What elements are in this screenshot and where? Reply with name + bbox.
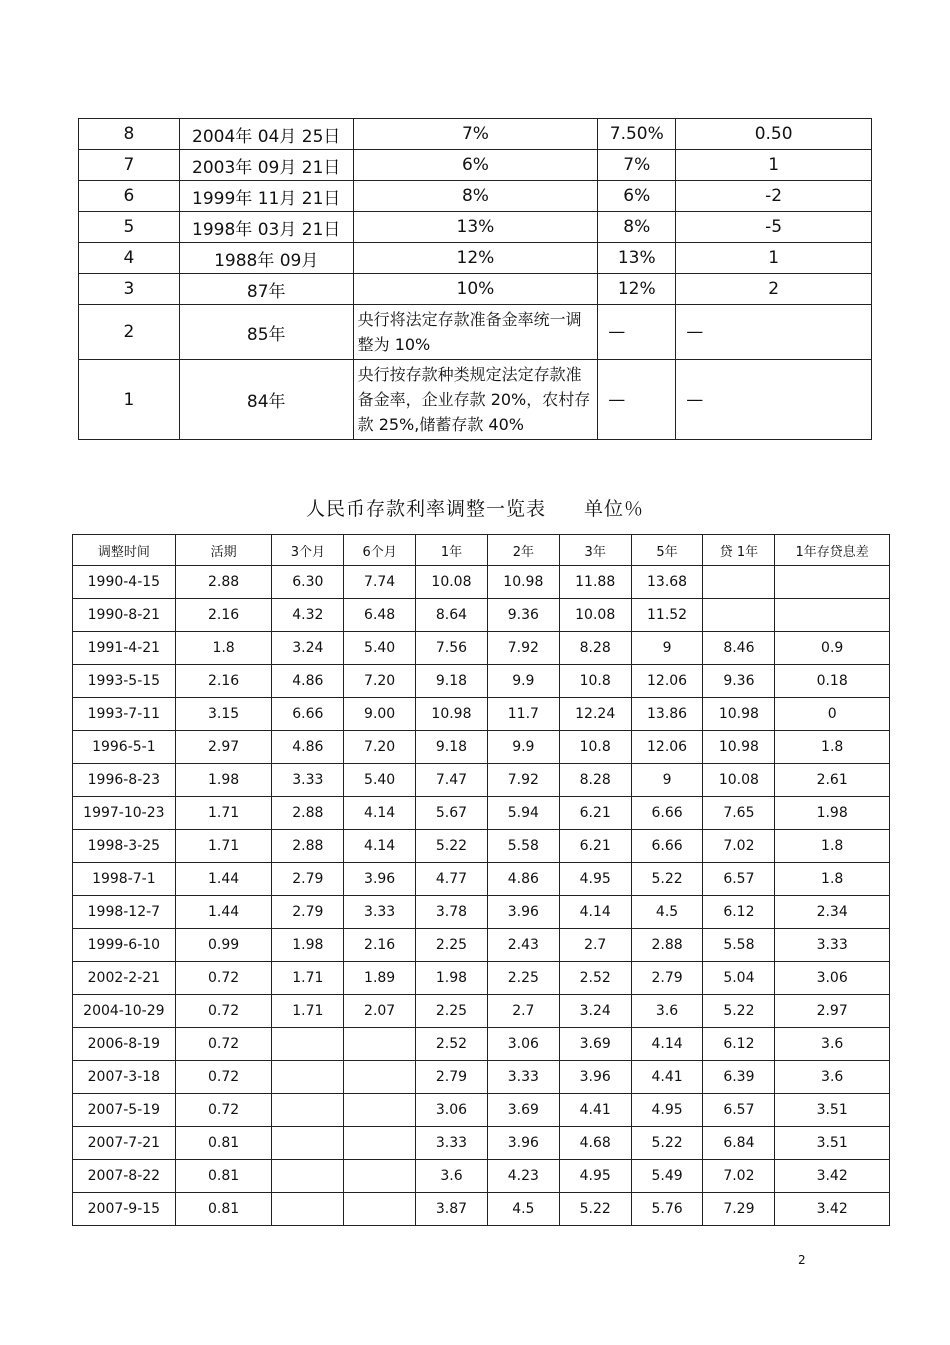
table-cell: 5.22 bbox=[416, 830, 488, 863]
table-cell: 3.06 bbox=[775, 962, 890, 995]
table-cell: 0.72 bbox=[175, 1094, 272, 1127]
table-cell: 3.6 bbox=[775, 1028, 890, 1061]
table-cell: 1.71 bbox=[272, 995, 344, 1028]
table-cell bbox=[344, 1193, 416, 1226]
reserve-ratio-table-body bbox=[79, 119, 872, 440]
table-cell: 1.89 bbox=[344, 962, 416, 995]
table-cell: 8.46 bbox=[703, 632, 775, 665]
table-cell: 3.33 bbox=[272, 764, 344, 797]
table-cell: 6.57 bbox=[703, 1094, 775, 1127]
table-cell: 1998-3-25 bbox=[73, 830, 176, 863]
cell-date: 84年 bbox=[179, 360, 353, 440]
cell-rate: 8% bbox=[353, 181, 598, 212]
table-cell: 2.16 bbox=[175, 599, 272, 632]
table-cell: 3.51 bbox=[775, 1127, 890, 1160]
table-cell: 6.57 bbox=[703, 863, 775, 896]
table-cell: 6.21 bbox=[559, 830, 631, 863]
table-cell: 11.88 bbox=[559, 566, 631, 599]
table-cell: 2.25 bbox=[416, 929, 488, 962]
table-cell: 1996-5-1 bbox=[73, 731, 176, 764]
table-row bbox=[73, 764, 890, 797]
table-cell: 1.8 bbox=[775, 731, 890, 764]
table-cell: 8.64 bbox=[416, 599, 488, 632]
table-row bbox=[73, 566, 890, 599]
table-cell: 3.42 bbox=[775, 1193, 890, 1226]
cell-prev: — bbox=[598, 360, 676, 440]
table-cell: 1998-12-7 bbox=[73, 896, 176, 929]
table-cell: 3.24 bbox=[559, 995, 631, 1028]
table-cell: 5.58 bbox=[487, 830, 559, 863]
table-cell: 11.52 bbox=[631, 599, 703, 632]
page-number: 2 bbox=[798, 1253, 806, 1267]
table-cell: 0.81 bbox=[175, 1127, 272, 1160]
table-row bbox=[73, 698, 890, 731]
table-row bbox=[73, 797, 890, 830]
table-cell: 2.34 bbox=[775, 896, 890, 929]
cell-date: 2003年 09月 21日 bbox=[179, 150, 353, 181]
table-cell: 4.32 bbox=[272, 599, 344, 632]
table-cell: 3.15 bbox=[175, 698, 272, 731]
cell-change: — bbox=[676, 360, 872, 440]
table-row bbox=[73, 1193, 890, 1226]
cell-date: 1998年 03月 21日 bbox=[179, 212, 353, 243]
table-cell: 7.65 bbox=[703, 797, 775, 830]
table-cell: 2004-10-29 bbox=[73, 995, 176, 1028]
cell-prev: 6% bbox=[598, 181, 676, 212]
table-cell: 4.86 bbox=[487, 863, 559, 896]
table-cell: 5.58 bbox=[703, 929, 775, 962]
table-cell: 2.07 bbox=[344, 995, 416, 1028]
table-cell bbox=[344, 1160, 416, 1193]
cell-rate: 13% bbox=[353, 212, 598, 243]
table-row bbox=[73, 863, 890, 896]
table-row bbox=[79, 181, 872, 212]
table-cell: 2.88 bbox=[272, 797, 344, 830]
table-cell: 4.14 bbox=[344, 830, 416, 863]
table-cell: 4.41 bbox=[631, 1061, 703, 1094]
cell-no: 2 bbox=[79, 305, 180, 360]
table-cell bbox=[272, 1028, 344, 1061]
table-cell: 10.8 bbox=[559, 731, 631, 764]
table-cell: 5.94 bbox=[487, 797, 559, 830]
table-cell: 3.96 bbox=[487, 1127, 559, 1160]
table-cell bbox=[775, 566, 890, 599]
table-cell: 6.66 bbox=[272, 698, 344, 731]
table-cell: 2007-5-19 bbox=[73, 1094, 176, 1127]
table-cell: 10.98 bbox=[487, 566, 559, 599]
table-cell: 5.76 bbox=[631, 1193, 703, 1226]
table-cell: 3.96 bbox=[559, 1061, 631, 1094]
table-cell: 10.08 bbox=[416, 566, 488, 599]
table-cell: 2.79 bbox=[272, 863, 344, 896]
cell-prev: 7% bbox=[598, 150, 676, 181]
column-header: 3年 bbox=[559, 535, 631, 566]
cell-prev: 8% bbox=[598, 212, 676, 243]
table-cell: 0.72 bbox=[175, 1061, 272, 1094]
table-cell: 11.7 bbox=[487, 698, 559, 731]
table-cell bbox=[344, 1094, 416, 1127]
cell-change: -5 bbox=[676, 212, 872, 243]
table-cell: 4.14 bbox=[344, 797, 416, 830]
table-row bbox=[73, 995, 890, 1028]
table-cell: 1.71 bbox=[175, 797, 272, 830]
table-cell: 5.04 bbox=[703, 962, 775, 995]
table-cell: 5.22 bbox=[631, 1127, 703, 1160]
table-cell: 3.69 bbox=[559, 1028, 631, 1061]
table-cell: 3.24 bbox=[272, 632, 344, 665]
table-cell: 6.12 bbox=[703, 1028, 775, 1061]
table-cell: 0.18 bbox=[775, 665, 890, 698]
cell-rate: 6% bbox=[353, 150, 598, 181]
table-cell bbox=[703, 566, 775, 599]
cell-rate: 10% bbox=[353, 274, 598, 305]
table-cell: 5.40 bbox=[344, 632, 416, 665]
table-cell: 10.98 bbox=[703, 698, 775, 731]
table-cell bbox=[272, 1160, 344, 1193]
table-cell: 1990-8-21 bbox=[73, 599, 176, 632]
table-cell: 0.81 bbox=[175, 1193, 272, 1226]
table-row bbox=[79, 212, 872, 243]
table-cell: 5.22 bbox=[559, 1193, 631, 1226]
table-cell: 2007-8-22 bbox=[73, 1160, 176, 1193]
table-cell: 0.99 bbox=[175, 929, 272, 962]
table-cell: 1.8 bbox=[175, 632, 272, 665]
table-cell: 7.56 bbox=[416, 632, 488, 665]
table-cell: 2.88 bbox=[272, 830, 344, 863]
table-cell: 9.36 bbox=[703, 665, 775, 698]
table-cell: 4.86 bbox=[272, 665, 344, 698]
cell-date: 2004年 04月 25日 bbox=[179, 119, 353, 150]
table-cell: 2.88 bbox=[175, 566, 272, 599]
table-row bbox=[79, 360, 872, 440]
table-cell: 6.12 bbox=[703, 896, 775, 929]
table-cell: 4.5 bbox=[487, 1193, 559, 1226]
table-cell: 1.98 bbox=[175, 764, 272, 797]
table-cell: 7.29 bbox=[703, 1193, 775, 1226]
table-cell: 4.68 bbox=[559, 1127, 631, 1160]
table-cell: 0.72 bbox=[175, 962, 272, 995]
cell-prev: 13% bbox=[598, 243, 676, 274]
table-cell: 3.33 bbox=[775, 929, 890, 962]
table-cell: 2.7 bbox=[559, 929, 631, 962]
table-cell: 2006-8-19 bbox=[73, 1028, 176, 1061]
table-cell: 6.66 bbox=[631, 797, 703, 830]
table-row bbox=[73, 599, 890, 632]
table-cell: 2.52 bbox=[559, 962, 631, 995]
table-cell: 3.51 bbox=[775, 1094, 890, 1127]
table-row bbox=[73, 1061, 890, 1094]
cell-no: 8 bbox=[79, 119, 180, 150]
table-cell bbox=[272, 1061, 344, 1094]
table-cell: 9.00 bbox=[344, 698, 416, 731]
table-cell: 3.33 bbox=[344, 896, 416, 929]
table-cell: 8.28 bbox=[559, 632, 631, 665]
table-cell: 12.24 bbox=[559, 698, 631, 731]
column-header: 贷 1年 bbox=[703, 535, 775, 566]
table-cell: 1.98 bbox=[775, 797, 890, 830]
table-cell: 2.79 bbox=[416, 1061, 488, 1094]
cell-change: 1 bbox=[676, 150, 872, 181]
table-cell: 4.95 bbox=[559, 863, 631, 896]
table-cell: 5.49 bbox=[631, 1160, 703, 1193]
table-cell: 4.41 bbox=[559, 1094, 631, 1127]
cell-no: 4 bbox=[79, 243, 180, 274]
table-cell: 9.18 bbox=[416, 665, 488, 698]
table-row bbox=[73, 665, 890, 698]
table-cell: 9.9 bbox=[487, 731, 559, 764]
table-cell: 1991-4-21 bbox=[73, 632, 176, 665]
cell-date: 85年 bbox=[179, 305, 353, 360]
cell-change: -2 bbox=[676, 181, 872, 212]
table-row bbox=[73, 1160, 890, 1193]
column-header: 1年存贷息差 bbox=[775, 535, 890, 566]
table-cell: 4.95 bbox=[631, 1094, 703, 1127]
table-cell: 3.33 bbox=[416, 1127, 488, 1160]
cell-no: 1 bbox=[79, 360, 180, 440]
cell-no: 5 bbox=[79, 212, 180, 243]
table-cell: 5.67 bbox=[416, 797, 488, 830]
table-cell bbox=[703, 599, 775, 632]
table-cell: 7.47 bbox=[416, 764, 488, 797]
table-cell bbox=[272, 1193, 344, 1226]
table-row bbox=[79, 119, 872, 150]
rate-table-unit: 单位％ bbox=[584, 498, 645, 520]
table-cell: 1993-7-11 bbox=[73, 698, 176, 731]
table-cell: 7.02 bbox=[703, 1160, 775, 1193]
table-cell: 2.25 bbox=[487, 962, 559, 995]
table-cell: 4.14 bbox=[559, 896, 631, 929]
rate-table-title-line bbox=[0, 494, 950, 521]
table-cell: 1.44 bbox=[175, 863, 272, 896]
cell-rate: 央行按存款种类规定法定存款准备金率，企业存款 20%，农村存款 25%,储蓄存款 40% bbox=[353, 360, 598, 440]
table-cell: 3.6 bbox=[631, 995, 703, 1028]
table-cell: 0 bbox=[775, 698, 890, 731]
cell-date: 87年 bbox=[179, 274, 353, 305]
table-cell bbox=[775, 599, 890, 632]
table-cell: 0.9 bbox=[775, 632, 890, 665]
cell-no: 6 bbox=[79, 181, 180, 212]
table-cell: 7.74 bbox=[344, 566, 416, 599]
table-cell: 1990-4-15 bbox=[73, 566, 176, 599]
table-row bbox=[79, 305, 872, 360]
table-cell: 2002-2-21 bbox=[73, 962, 176, 995]
table-cell: 3.78 bbox=[416, 896, 488, 929]
table-cell: 1.8 bbox=[775, 830, 890, 863]
table-cell: 7.20 bbox=[344, 665, 416, 698]
table-cell: 2.43 bbox=[487, 929, 559, 962]
table-row bbox=[73, 929, 890, 962]
table-cell: 3.69 bbox=[487, 1094, 559, 1127]
table-cell: 6.39 bbox=[703, 1061, 775, 1094]
table-row bbox=[73, 632, 890, 665]
table-cell: 12.06 bbox=[631, 665, 703, 698]
table-cell: 5.22 bbox=[703, 995, 775, 1028]
table-cell: 6.66 bbox=[631, 830, 703, 863]
cell-date: 1988年 09月 bbox=[179, 243, 353, 274]
table-cell: 2.52 bbox=[416, 1028, 488, 1061]
deposit-rate-table bbox=[72, 534, 890, 1226]
table-row bbox=[73, 962, 890, 995]
deposit-rate-table-header bbox=[73, 535, 890, 566]
table-cell: 1.71 bbox=[272, 962, 344, 995]
table-cell: 2.97 bbox=[175, 731, 272, 764]
table-cell: 2.7 bbox=[487, 995, 559, 1028]
cell-prev: 7.50% bbox=[598, 119, 676, 150]
table-cell: 10.8 bbox=[559, 665, 631, 698]
table-cell: 6.30 bbox=[272, 566, 344, 599]
column-header: 3个月 bbox=[272, 535, 344, 566]
table-cell bbox=[272, 1127, 344, 1160]
table-cell: 3.06 bbox=[416, 1094, 488, 1127]
reserve-ratio-table bbox=[78, 118, 872, 440]
table-cell: 8.28 bbox=[559, 764, 631, 797]
table-cell bbox=[344, 1028, 416, 1061]
column-header: 5年 bbox=[631, 535, 703, 566]
table-cell bbox=[344, 1061, 416, 1094]
cell-rate: 央行将法定存款准备金率统一调整为 10% bbox=[353, 305, 598, 360]
table-cell: 2.79 bbox=[272, 896, 344, 929]
table-cell: 1993-5-15 bbox=[73, 665, 176, 698]
cell-no: 7 bbox=[79, 150, 180, 181]
table-cell: 10.08 bbox=[559, 599, 631, 632]
table-cell: 4.86 bbox=[272, 731, 344, 764]
table-cell: 4.95 bbox=[559, 1160, 631, 1193]
table-cell: 1.71 bbox=[175, 830, 272, 863]
table-cell: 9.36 bbox=[487, 599, 559, 632]
table-cell: 2.88 bbox=[631, 929, 703, 962]
table-cell: 1.98 bbox=[416, 962, 488, 995]
table-cell: 9 bbox=[631, 764, 703, 797]
table-row bbox=[79, 150, 872, 181]
table-cell: 1.8 bbox=[775, 863, 890, 896]
table-cell: 2.16 bbox=[344, 929, 416, 962]
column-header: 6个月 bbox=[344, 535, 416, 566]
table-cell: 6.84 bbox=[703, 1127, 775, 1160]
table-cell: 13.68 bbox=[631, 566, 703, 599]
table-cell: 5.22 bbox=[631, 863, 703, 896]
table-cell: 3.96 bbox=[344, 863, 416, 896]
table-cell: 10.98 bbox=[703, 731, 775, 764]
table-cell: 4.14 bbox=[631, 1028, 703, 1061]
table-cell: 2007-3-18 bbox=[73, 1061, 176, 1094]
cell-change: 1 bbox=[676, 243, 872, 274]
table-cell: 7.92 bbox=[487, 632, 559, 665]
table-cell: 7.02 bbox=[703, 830, 775, 863]
column-header: 1年 bbox=[416, 535, 488, 566]
table-cell: 3.96 bbox=[487, 896, 559, 929]
table-cell: 1999-6-10 bbox=[73, 929, 176, 962]
table-cell: 2.79 bbox=[631, 962, 703, 995]
table-cell bbox=[344, 1127, 416, 1160]
table-cell: 1.44 bbox=[175, 896, 272, 929]
table-cell: 1998-7-1 bbox=[73, 863, 176, 896]
column-header: 活期 bbox=[175, 535, 272, 566]
table-cell: 3.06 bbox=[487, 1028, 559, 1061]
table-cell: 12.06 bbox=[631, 731, 703, 764]
table-cell: 0.72 bbox=[175, 1028, 272, 1061]
cell-rate: 12% bbox=[353, 243, 598, 274]
table-cell: 4.77 bbox=[416, 863, 488, 896]
table-row bbox=[79, 274, 872, 305]
table-row bbox=[79, 243, 872, 274]
column-header: 调整时间 bbox=[73, 535, 176, 566]
header-row bbox=[73, 535, 890, 566]
cell-rate: 7% bbox=[353, 119, 598, 150]
table-cell bbox=[272, 1094, 344, 1127]
table-cell: 9 bbox=[631, 632, 703, 665]
table-cell: 2.25 bbox=[416, 995, 488, 1028]
table-cell: 3.42 bbox=[775, 1160, 890, 1193]
cell-prev: — bbox=[598, 305, 676, 360]
table-cell: 10.08 bbox=[703, 764, 775, 797]
table-cell: 6.48 bbox=[344, 599, 416, 632]
table-row bbox=[73, 1127, 890, 1160]
table-cell: 9.9 bbox=[487, 665, 559, 698]
table-cell: 2.61 bbox=[775, 764, 890, 797]
cell-change: 2 bbox=[676, 274, 872, 305]
table-cell: 7.20 bbox=[344, 731, 416, 764]
table-cell: 6.21 bbox=[559, 797, 631, 830]
table-row bbox=[73, 731, 890, 764]
table-cell: 3.33 bbox=[487, 1061, 559, 1094]
table-cell: 4.23 bbox=[487, 1160, 559, 1193]
table-cell: 2007-7-21 bbox=[73, 1127, 176, 1160]
table-cell: 1996-8-23 bbox=[73, 764, 176, 797]
table-row bbox=[73, 1094, 890, 1127]
table-cell: 9.18 bbox=[416, 731, 488, 764]
column-header: 2年 bbox=[487, 535, 559, 566]
rate-table-title: 人民币存款利率调整一览表 bbox=[305, 498, 546, 520]
table-cell: 13.86 bbox=[631, 698, 703, 731]
table-cell: 4.5 bbox=[631, 896, 703, 929]
table-cell: 2.16 bbox=[175, 665, 272, 698]
table-cell: 0.81 bbox=[175, 1160, 272, 1193]
cell-date: 1999年 11月 21日 bbox=[179, 181, 353, 212]
table-cell: 0.72 bbox=[175, 995, 272, 1028]
table-cell: 3.6 bbox=[775, 1061, 890, 1094]
cell-change: — bbox=[676, 305, 872, 360]
table-cell: 5.40 bbox=[344, 764, 416, 797]
deposit-rate-table-body bbox=[73, 566, 890, 1226]
table-row bbox=[73, 896, 890, 929]
table-cell: 2.97 bbox=[775, 995, 890, 1028]
table-cell: 10.98 bbox=[416, 698, 488, 731]
cell-no: 3 bbox=[79, 274, 180, 305]
cell-prev: 12% bbox=[598, 274, 676, 305]
table-cell: 1.98 bbox=[272, 929, 344, 962]
table-row bbox=[73, 1028, 890, 1061]
table-cell: 7.92 bbox=[487, 764, 559, 797]
table-cell: 3.6 bbox=[416, 1160, 488, 1193]
table-row bbox=[73, 830, 890, 863]
cell-change: 0.50 bbox=[676, 119, 872, 150]
table-cell: 1997-10-23 bbox=[73, 797, 176, 830]
table-cell: 3.87 bbox=[416, 1193, 488, 1226]
table-cell: 2007-9-15 bbox=[73, 1193, 176, 1226]
